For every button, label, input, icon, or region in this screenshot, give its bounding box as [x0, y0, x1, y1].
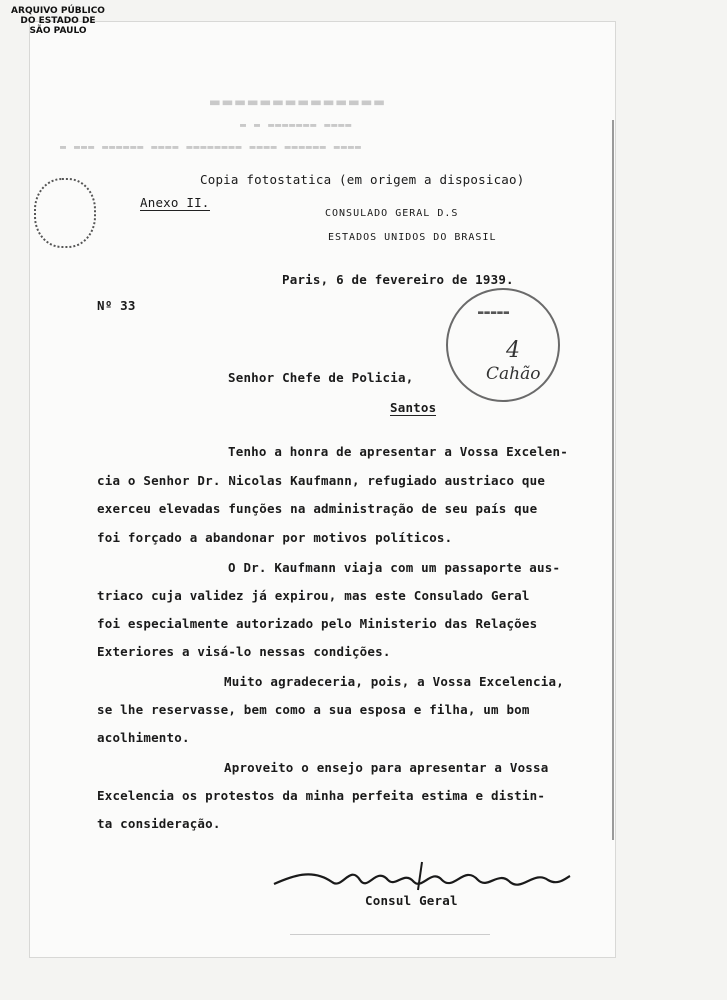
place-date: Paris, 6 de fevereiro de 1939.	[282, 272, 514, 287]
salutation: Senhor Chefe de Policia,	[228, 370, 414, 385]
stamp-ring-text: ▬▬▬▬▬	[478, 308, 511, 318]
paragraph-line: Aproveito o ensejo para apresentar a Vossa	[224, 760, 549, 775]
received-stamp	[446, 288, 560, 402]
archive-label	[4, 6, 112, 36]
archive-label-line1: ARQUIVO PÚBLICO	[11, 6, 105, 16]
bleed-through-text: ▬ ▬▬▬ ▬▬▬▬▬▬ ▬▬▬▬ ▬▬▬▬▬▬▬▬ ▬▬▬▬ ▬▬▬▬▬▬ ▬▬▬▬	[60, 142, 362, 153]
archive-label-line2: DO ESTADO DE	[20, 16, 96, 26]
stamp-handwritten-number: 4	[506, 338, 520, 363]
stamp-handwritten-initials: Cahão	[486, 364, 541, 384]
bleed-through-text: ▬ ▬ ▬▬▬▬▬▬▬ ▬▬▬▬	[240, 120, 353, 131]
page-edge-line	[612, 120, 614, 840]
signer-title: Consul Geral	[365, 893, 458, 908]
paragraph-line: ta consideração.	[97, 816, 221, 831]
annex-label: Anexo II.	[140, 195, 210, 210]
paragraph-line: foi especialmente autorizado pelo Ministerio das Relações	[97, 616, 538, 631]
paragraph-line: Muito agradeceria, pois, a Vossa Excelencia,	[224, 674, 564, 689]
document-number: Nº 33	[97, 298, 136, 313]
paragraph-line: Excelencia os protestos da minha perfeita estima e distin-	[97, 788, 546, 803]
archive-label-line3: SÃO PAULO	[29, 26, 87, 36]
embossed-seal	[34, 178, 96, 248]
paragraph-line: foi forçado a abandonar por motivos políticos.	[97, 530, 453, 545]
paragraph-line: O Dr. Kaufmann viaja com um passaporte aus-	[228, 560, 561, 575]
city: Santos	[390, 400, 437, 415]
bleed-through-bottom	[290, 934, 490, 995]
paragraph-line: cia o Senhor Dr. Nicolas Kaufmann, refugiado austriaco que	[97, 473, 546, 488]
paragraph-line: Tenho a honra de apresentar a Vossa Excelen-	[228, 444, 568, 459]
paragraph-line: exerceu elevadas funções na administração de seu país que	[97, 501, 538, 516]
paragraph-line: se lhe reservasse, bem como a sua esposa e filha, um bom	[97, 702, 530, 717]
paragraph-line: acolhimento.	[97, 730, 190, 745]
handwritten-signature	[272, 856, 572, 896]
consulate-line-1: CONSULADO GERAL D.S	[325, 208, 459, 219]
copy-note: Copia fotostatica (em origem a disposicao)	[200, 172, 525, 187]
bleed-through-text: ▬▬▬▬▬▬▬▬▬▬▬▬▬▬	[210, 92, 387, 111]
consulate-line-2: ESTADOS UNIDOS DO BRASIL	[328, 232, 497, 243]
paragraph-line: triaco cuja validez já expirou, mas este Consulado Geral	[97, 588, 530, 603]
paragraph-line: Exteriores a visá-lo nessas condições.	[97, 644, 391, 659]
